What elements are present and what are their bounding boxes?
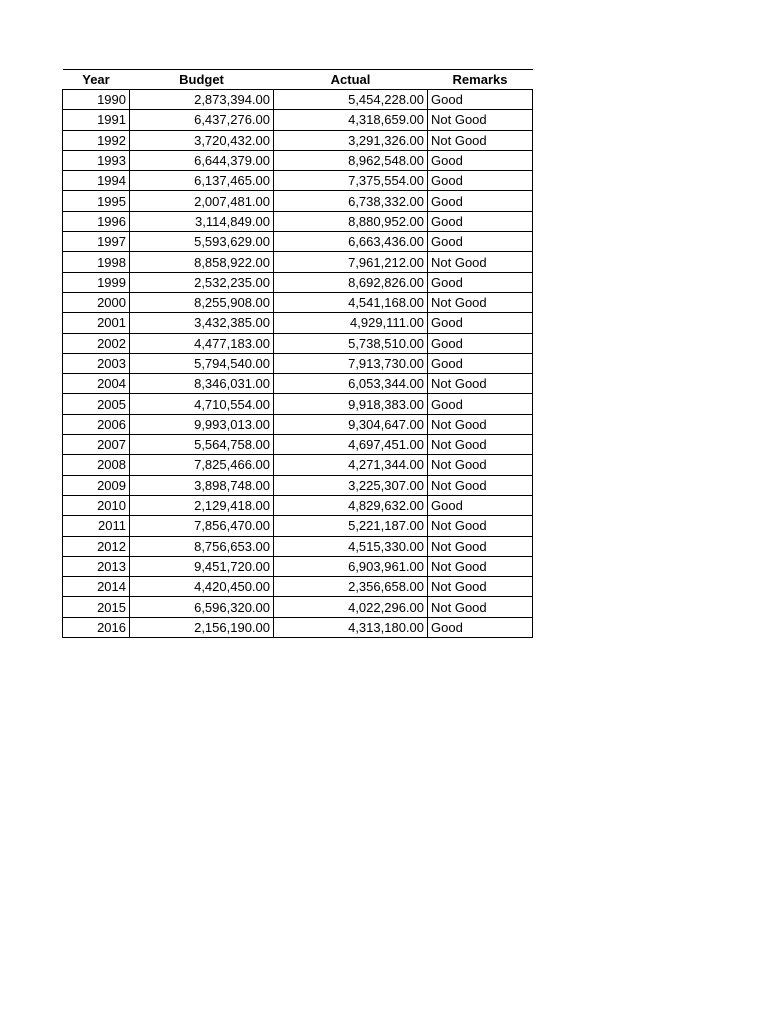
cell-actual: 4,929,111.00 bbox=[274, 313, 428, 333]
cell-remarks: Not Good bbox=[428, 414, 533, 434]
cell-actual: 4,541,168.00 bbox=[274, 292, 428, 312]
cell-remarks: Not Good bbox=[428, 130, 533, 150]
cell-actual: 8,880,952.00 bbox=[274, 211, 428, 231]
cell-actual: 3,225,307.00 bbox=[274, 475, 428, 495]
cell-remarks: Good bbox=[428, 333, 533, 353]
cell-actual: 4,829,632.00 bbox=[274, 495, 428, 515]
cell-budget: 6,596,320.00 bbox=[130, 597, 274, 617]
table-row bbox=[63, 313, 533, 333]
cell-remarks: Good bbox=[428, 313, 533, 333]
header-actual: Actual bbox=[274, 70, 428, 90]
cell-actual: 4,697,451.00 bbox=[274, 435, 428, 455]
cell-year: 2006 bbox=[63, 414, 130, 434]
cell-year: 2012 bbox=[63, 536, 130, 556]
cell-budget: 9,993,013.00 bbox=[130, 414, 274, 434]
table-row bbox=[63, 435, 533, 455]
table-row bbox=[63, 333, 533, 353]
cell-year: 2005 bbox=[63, 394, 130, 414]
table-row bbox=[63, 617, 533, 637]
cell-budget: 8,858,922.00 bbox=[130, 252, 274, 272]
cell-actual: 5,454,228.00 bbox=[274, 90, 428, 110]
cell-remarks: Not Good bbox=[428, 475, 533, 495]
cell-budget: 4,477,183.00 bbox=[130, 333, 274, 353]
cell-year: 2007 bbox=[63, 435, 130, 455]
table-row bbox=[63, 414, 533, 434]
cell-budget: 2,129,418.00 bbox=[130, 495, 274, 515]
table-row bbox=[63, 455, 533, 475]
table-row bbox=[63, 272, 533, 292]
table-row bbox=[63, 130, 533, 150]
table-row bbox=[63, 171, 533, 191]
table-row bbox=[63, 252, 533, 272]
table-row bbox=[63, 536, 533, 556]
table-row bbox=[63, 475, 533, 495]
table-row bbox=[63, 191, 533, 211]
cell-remarks: Good bbox=[428, 150, 533, 170]
cell-budget: 5,564,758.00 bbox=[130, 435, 274, 455]
cell-remarks: Good bbox=[428, 394, 533, 414]
cell-budget: 9,451,720.00 bbox=[130, 556, 274, 576]
cell-actual: 6,738,332.00 bbox=[274, 191, 428, 211]
cell-year: 1993 bbox=[63, 150, 130, 170]
cell-year: 1994 bbox=[63, 171, 130, 191]
cell-budget: 2,007,481.00 bbox=[130, 191, 274, 211]
cell-year: 1991 bbox=[63, 110, 130, 130]
cell-budget: 5,593,629.00 bbox=[130, 232, 274, 252]
table-row bbox=[63, 211, 533, 231]
table-row bbox=[63, 232, 533, 252]
cell-remarks: Not Good bbox=[428, 536, 533, 556]
table-row bbox=[63, 394, 533, 414]
cell-budget: 3,898,748.00 bbox=[130, 475, 274, 495]
table-row bbox=[63, 292, 533, 312]
cell-year: 1990 bbox=[63, 90, 130, 110]
cell-remarks: Good bbox=[428, 353, 533, 373]
table-row bbox=[63, 90, 533, 110]
cell-remarks: Good bbox=[428, 495, 533, 515]
cell-remarks: Good bbox=[428, 272, 533, 292]
cell-year: 1992 bbox=[63, 130, 130, 150]
cell-budget: 8,756,653.00 bbox=[130, 536, 274, 556]
cell-year: 1996 bbox=[63, 211, 130, 231]
cell-actual: 7,375,554.00 bbox=[274, 171, 428, 191]
cell-actual: 6,663,436.00 bbox=[274, 232, 428, 252]
table-row bbox=[63, 597, 533, 617]
cell-year: 2002 bbox=[63, 333, 130, 353]
cell-year: 2011 bbox=[63, 516, 130, 536]
cell-year: 2016 bbox=[63, 617, 130, 637]
cell-remarks: Good bbox=[428, 211, 533, 231]
cell-remarks: Not Good bbox=[428, 556, 533, 576]
cell-remarks: Not Good bbox=[428, 435, 533, 455]
cell-remarks: Not Good bbox=[428, 516, 533, 536]
cell-budget: 4,420,450.00 bbox=[130, 577, 274, 597]
table-row bbox=[63, 556, 533, 576]
cell-actual: 7,961,212.00 bbox=[274, 252, 428, 272]
budget-actual-table bbox=[62, 69, 533, 638]
cell-budget: 3,114,849.00 bbox=[130, 211, 274, 231]
cell-remarks: Good bbox=[428, 171, 533, 191]
cell-budget: 6,644,379.00 bbox=[130, 150, 274, 170]
cell-budget: 3,432,385.00 bbox=[130, 313, 274, 333]
table-row bbox=[63, 110, 533, 130]
header-remarks: Remarks bbox=[428, 70, 533, 90]
cell-actual: 8,962,548.00 bbox=[274, 150, 428, 170]
cell-budget: 7,856,470.00 bbox=[130, 516, 274, 536]
cell-remarks: Not Good bbox=[428, 292, 533, 312]
cell-actual: 7,913,730.00 bbox=[274, 353, 428, 373]
table-row bbox=[63, 577, 533, 597]
cell-actual: 5,221,187.00 bbox=[274, 516, 428, 536]
cell-remarks: Not Good bbox=[428, 597, 533, 617]
cell-year: 1997 bbox=[63, 232, 130, 252]
cell-actual: 5,738,510.00 bbox=[274, 333, 428, 353]
header-budget: Budget bbox=[130, 70, 274, 90]
cell-actual: 4,515,330.00 bbox=[274, 536, 428, 556]
table-row bbox=[63, 495, 533, 515]
budget-table-sheet bbox=[62, 69, 533, 638]
cell-actual: 9,304,647.00 bbox=[274, 414, 428, 434]
cell-remarks: Good bbox=[428, 232, 533, 252]
cell-remarks: Not Good bbox=[428, 110, 533, 130]
header-year: Year bbox=[63, 70, 130, 90]
cell-budget: 7,825,466.00 bbox=[130, 455, 274, 475]
cell-year: 2004 bbox=[63, 374, 130, 394]
cell-actual: 4,313,180.00 bbox=[274, 617, 428, 637]
cell-budget: 5,794,540.00 bbox=[130, 353, 274, 373]
cell-actual: 2,356,658.00 bbox=[274, 577, 428, 597]
header-row bbox=[63, 70, 533, 90]
cell-actual: 8,692,826.00 bbox=[274, 272, 428, 292]
cell-year: 2008 bbox=[63, 455, 130, 475]
cell-year: 1999 bbox=[63, 272, 130, 292]
cell-budget: 2,873,394.00 bbox=[130, 90, 274, 110]
cell-actual: 6,053,344.00 bbox=[274, 374, 428, 394]
table-row bbox=[63, 374, 533, 394]
table-row bbox=[63, 150, 533, 170]
cell-actual: 4,022,296.00 bbox=[274, 597, 428, 617]
cell-budget: 8,255,908.00 bbox=[130, 292, 274, 312]
cell-budget: 3,720,432.00 bbox=[130, 130, 274, 150]
cell-actual: 3,291,326.00 bbox=[274, 130, 428, 150]
cell-year: 1998 bbox=[63, 252, 130, 272]
cell-remarks: Not Good bbox=[428, 252, 533, 272]
cell-year: 2000 bbox=[63, 292, 130, 312]
cell-budget: 6,137,465.00 bbox=[130, 171, 274, 191]
cell-remarks: Good bbox=[428, 191, 533, 211]
cell-actual: 9,918,383.00 bbox=[274, 394, 428, 414]
cell-budget: 8,346,031.00 bbox=[130, 374, 274, 394]
cell-actual: 4,271,344.00 bbox=[274, 455, 428, 475]
cell-year: 2015 bbox=[63, 597, 130, 617]
cell-remarks: Good bbox=[428, 617, 533, 637]
cell-year: 2010 bbox=[63, 495, 130, 515]
cell-budget: 2,532,235.00 bbox=[130, 272, 274, 292]
cell-year: 1995 bbox=[63, 191, 130, 211]
cell-actual: 4,318,659.00 bbox=[274, 110, 428, 130]
cell-actual: 6,903,961.00 bbox=[274, 556, 428, 576]
cell-year: 2001 bbox=[63, 313, 130, 333]
cell-remarks: Not Good bbox=[428, 577, 533, 597]
cell-remarks: Not Good bbox=[428, 455, 533, 475]
cell-remarks: Not Good bbox=[428, 374, 533, 394]
cell-year: 2009 bbox=[63, 475, 130, 495]
cell-year: 2003 bbox=[63, 353, 130, 373]
cell-year: 2014 bbox=[63, 577, 130, 597]
cell-remarks: Good bbox=[428, 90, 533, 110]
table-body bbox=[63, 90, 533, 638]
table-row bbox=[63, 516, 533, 536]
table-row bbox=[63, 353, 533, 373]
cell-budget: 4,710,554.00 bbox=[130, 394, 274, 414]
cell-year: 2013 bbox=[63, 556, 130, 576]
cell-budget: 2,156,190.00 bbox=[130, 617, 274, 637]
cell-budget: 6,437,276.00 bbox=[130, 110, 274, 130]
